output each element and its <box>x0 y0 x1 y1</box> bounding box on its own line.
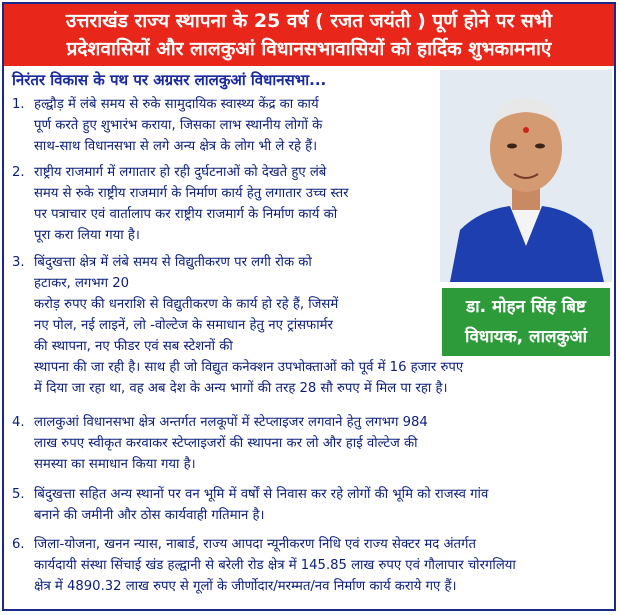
item-line: कार्यदायी संस्था सिंचाई खंड हल्द्वानी से बरेली रोड क्षेत्र में 145.85 लाख रुपए एवं गौलापार चोरगलिया <box>34 558 516 573</box>
item-line: लालकुआं विधानसभा क्षेत्र अन्तर्गत नलकूपों में स्टेप्लाइजर लगवाने हेतु लगभग 984 <box>34 415 428 430</box>
item-line: हटाकर, लगभग 20 <box>34 276 130 291</box>
poster-frame <box>2 2 616 611</box>
item-line: बिंदुखत्ता सहित अन्य स्थानों पर वन भूमि में वर्षों से निवास कर रहे लोगों की भूमि को राजस्व गांव <box>34 487 489 502</box>
greeting-banner <box>4 4 614 66</box>
person-title: विधायक, लालकुआं <box>465 327 587 347</box>
item-text <box>34 252 463 399</box>
person-name: डा. मोहन सिंह बिष्ट <box>466 297 586 317</box>
item-line: हल्द्वौड़ में लंबे समय से रुके सामुदायिक स्वास्थ्य केंद्र का कार्य <box>34 97 319 112</box>
item-text <box>34 484 488 526</box>
item-line: स्थापना की जा रही है। साथ ही जो विद्युत कनेक्शन उपभोक्ताओं को पूर्व में 16 हजार रुपए <box>34 360 464 375</box>
item-number: 3. <box>12 255 25 270</box>
portrait-photo <box>440 70 612 282</box>
item-line: बिंदुखत्ता क्षेत्र में लंबे समय से विद्युतीकरण पर लगी रोक को <box>34 255 312 270</box>
item-line: बनाने की जमीनी और ठोस कार्यवाही गतिमान है। <box>34 508 265 523</box>
item-line: पर पत्राचार एवं वार्तालाप कर राष्ट्रीय राजमार्ग के निर्माण कार्य को <box>34 207 338 222</box>
banner-line-2: प्रदेशवासियों और लालकुआं विधानसभावासियों को हार्दिक शुभकामनाएं <box>66 38 552 60</box>
item-line: समय से रुके राष्ट्रीय राजमार्ग के निर्माण कार्य हेतु लगातार उच्च स्तर <box>34 186 349 201</box>
item-number: 2. <box>12 165 25 180</box>
item-number: 6. <box>12 537 25 552</box>
item-text <box>34 94 322 157</box>
item-text <box>34 412 428 475</box>
item-line: राष्ट्रीय राजमार्ग में लगातार हो रही दुर्घटनाओं को देखते हुए लंबे <box>34 165 327 180</box>
item-line: करोड़ रुपए की धनराशि से विद्युतीकरण के कार्य हो रहे हैं, जिसमें <box>34 297 339 312</box>
item-text <box>34 162 349 246</box>
item-line: क्षेत्र में 4890.32 लाख रुपए से गूलों के जीर्णोदार/मरम्मत/नव निर्माण कार्य कराये गए हैं। <box>34 579 457 594</box>
item-number: 1. <box>12 97 25 112</box>
item-line: नए पोल, नई लाइनें, लो -वोल्टेज के समाधान हेतु नए ट्रांसफार्मर <box>34 318 333 333</box>
item-text <box>34 534 516 597</box>
item-line: साथ-साथ विधानसभा से लगे अन्य क्षेत्र के लोग भी ले रहे हैं। <box>34 139 318 154</box>
item-number: 4. <box>12 415 25 430</box>
name-card <box>442 288 610 356</box>
item-line: में दिया जा रहा था, वह अब देश के अन्य भागों की तरह 28 सौ रुपए में मिल पा रहा है। <box>34 381 448 396</box>
item-line: पूर्ण करते हुए शुभारंभ कराया, जिसका लाभ स्थानीय लोगों के <box>34 118 323 133</box>
item-line: लाख रुपए स्वीकृत करवाकर स्टेप्लाइजरों की स्थापना कर लो और हाई वोल्टेज की <box>34 436 418 451</box>
subheading: निरंतर विकास के पथ पर अग्रसर लालकुआं विधानसभा... <box>12 71 327 89</box>
banner-line-1: उत्तराखंड राज्य स्थापना के 25 वर्ष ( रजत जयंती ) पूर्ण होने पर सभी <box>65 10 553 32</box>
item-line: की स्थापना, नए फीडर एवं सब स्टेशनों की <box>34 339 233 354</box>
item-line: पूरा करा लिया गया है। <box>34 228 140 243</box>
item-number: 5. <box>12 487 25 502</box>
item-line: समस्या का समाधान किया गया है। <box>34 457 196 472</box>
item-line: जिला-योजना, खनन न्यास, नाबार्ड, राज्य आपदा न्यूनीकरण निधि एवं राज्य सेक्टर मद अंतर्गत <box>34 537 476 552</box>
portrait-icon <box>440 70 612 282</box>
